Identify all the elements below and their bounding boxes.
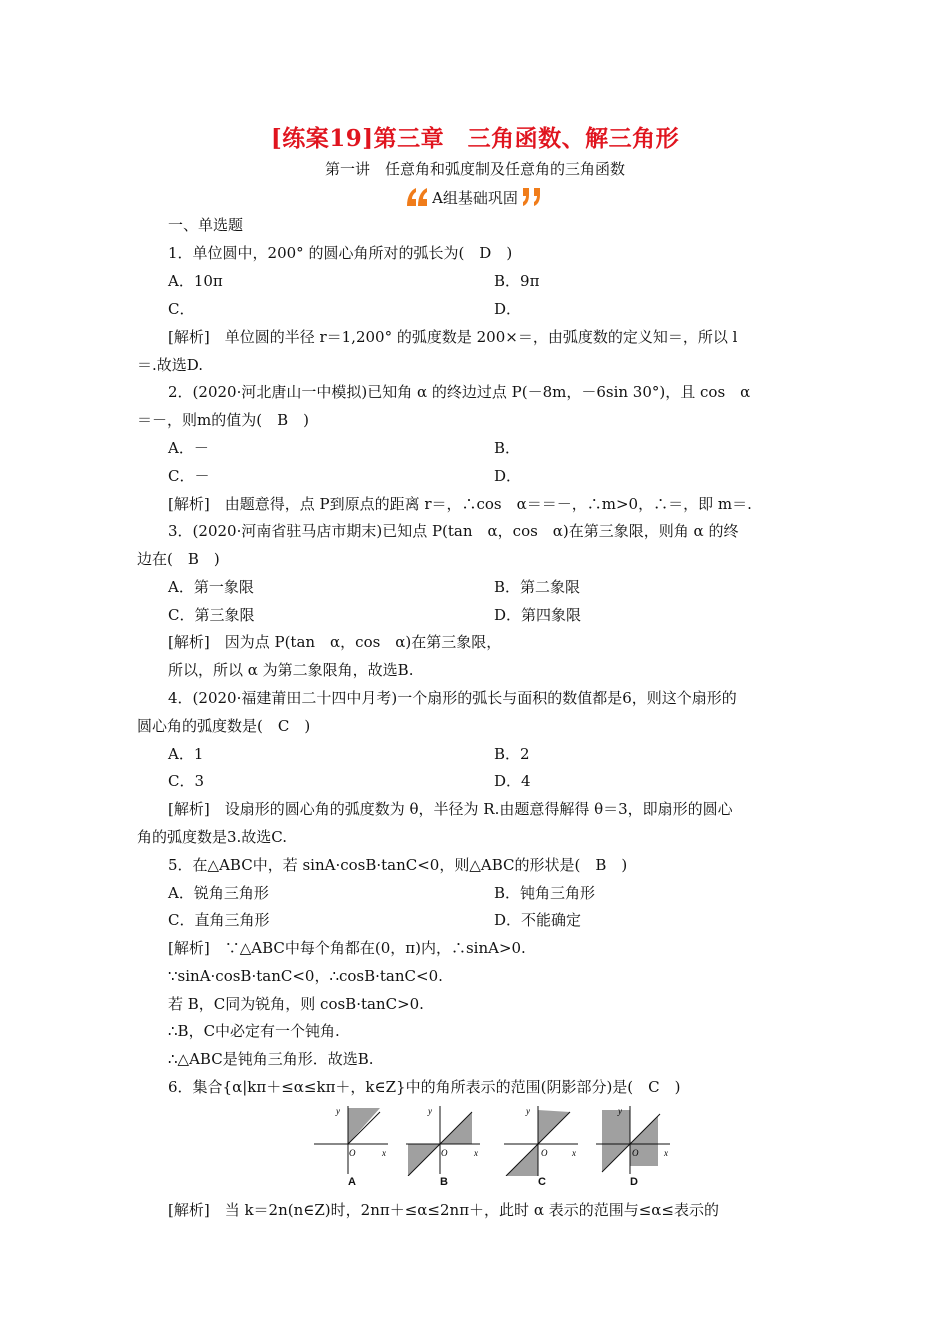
right-quote-icon xyxy=(520,184,546,210)
q1-analysis-2: ＝.故选D. xyxy=(137,356,204,374)
q1-option-b: B．9π xyxy=(494,272,540,290)
q1-analysis-1: [解析] 单位圆的半径 r＝1,200° 的弧度数是 200×＝，由弧度数的定义知＝，所以 l xyxy=(168,328,738,346)
figure-d-origin: O xyxy=(632,1148,639,1158)
q5-analysis-1: [解析] ∵△ABC中每个角都在(0，π)内，∴sinA>0. xyxy=(168,939,526,957)
figure-c-x: x xyxy=(572,1148,576,1158)
q2-option-d: D． xyxy=(494,467,522,485)
q4-option-a: A．1 xyxy=(168,745,204,763)
page-subtitle: 第一讲 任意角和弧度制及任意角的三角函数 xyxy=(324,160,625,178)
q6-stem: 6．集合{α|kπ＋≤α≤kπ＋，k∈Z}中的角所表示的范围(阴影部分)是( C ) xyxy=(168,1078,681,1096)
q4-option-d: D．4 xyxy=(494,772,531,790)
q3-option-d: D．第四象限 xyxy=(494,606,582,624)
figure-b-label: B xyxy=(440,1176,448,1188)
q6-analysis: [解析] 当 k＝2n(n∈Z)时，2nπ＋≤α≤2nπ＋，此时 α 表示的范围与≤α≤表示的 xyxy=(168,1201,719,1219)
figure-d-x: x xyxy=(664,1148,668,1158)
q4-option-b: B．2 xyxy=(494,745,530,763)
q2-option-c: C．－ xyxy=(168,467,210,485)
q1-stem: 1．单位圆中，200° 的圆心角所对的弧长为( D ) xyxy=(168,244,513,262)
left-quote-icon xyxy=(404,184,430,210)
figure-a-origin: O xyxy=(349,1148,356,1158)
q4-option-c: C．3 xyxy=(168,772,205,790)
figure-a xyxy=(312,1104,392,1194)
q3-option-b: B．第二象限 xyxy=(494,578,581,596)
q5-analysis-3: 若 B，C同为锐角，则 cosB·tanC>0. xyxy=(168,995,424,1013)
section-heading: 一、单选题 xyxy=(168,216,244,234)
q4-stem-1: 4．(2020·福建莆田二十四中月考)一个扇形的弧长与面积的数值都是6，则这个扇形的 xyxy=(168,689,737,707)
q5-analysis-2: ∵sinA·cosB·tanC<0，∴cosB·tanC<0. xyxy=(168,967,443,985)
figure-c-y: y xyxy=(526,1106,530,1116)
q1-option-c: C． xyxy=(168,300,195,318)
q1-option-a: A．10π xyxy=(168,272,223,290)
figure-c-label: C xyxy=(538,1176,546,1188)
group-heading xyxy=(0,184,950,210)
figure-a-label: A xyxy=(348,1176,356,1188)
figure-d xyxy=(594,1104,674,1194)
figure-b xyxy=(404,1104,484,1194)
q3-analysis-1: [解析] 因为点 P(tan α，cos α)在第三象限， xyxy=(168,633,502,651)
figure-a-x: x xyxy=(382,1148,386,1158)
q3-option-c: C．第三象限 xyxy=(168,606,255,624)
group-label: A组基础巩固 xyxy=(432,188,518,207)
q3-stem-2: 边在( B ) xyxy=(137,550,220,568)
figure-b-origin: O xyxy=(441,1148,448,1158)
q3-analysis-2: 所以，所以 α 为第二象限角，故选B. xyxy=(168,661,414,679)
q3-option-a: A．第一象限 xyxy=(168,578,254,596)
q5-option-c: C．直角三角形 xyxy=(168,911,270,929)
q4-stem-2: 圆心角的弧度数是( C ) xyxy=(137,717,311,735)
q5-stem: 5．在△ABC中，若 sinA·cosB·tanC<0，则△ABC的形状是( B ) xyxy=(168,856,628,874)
q2-option-a: A．－ xyxy=(168,439,209,457)
figure-b-y: y xyxy=(428,1106,432,1116)
q5-analysis-4: ∴B，C中必定有一个钝角. xyxy=(168,1022,340,1040)
q2-stem-1: 2．(2020·河北唐山一中模拟)已知角 α 的终边过点 P(－8m，－6sin 30°)，且 cos α xyxy=(168,383,751,401)
q6-figures xyxy=(312,1104,668,1194)
q2-stem-2: ＝－，则m的值为( B ) xyxy=(137,411,309,429)
page-title: [练案19]第三章 三角函数、解三角形 xyxy=(270,125,680,152)
figure-a-y: y xyxy=(336,1106,340,1116)
q2-analysis: [解析] 由题意得，点 P到原点的距离 r＝，∴cos α＝＝－，∴m>0，∴＝，即 m＝. xyxy=(168,495,752,513)
q4-analysis-1: [解析] 设扇形的圆心角的弧度数为 θ，半径为 R.由题意得解得 θ＝3，即扇形的圆心 xyxy=(168,800,733,818)
q1-option-d: D． xyxy=(494,300,522,318)
q4-analysis-2: 角的弧度数是3.故选C. xyxy=(137,828,288,846)
figure-d-y: y xyxy=(618,1106,622,1116)
q2-option-b: B． xyxy=(494,439,521,457)
q3-stem-1: 3．(2020·河南省驻马店市期末)已知点 P(tan α，cos α)在第三象限，则角 α 的终 xyxy=(168,522,739,540)
figure-d-label: D xyxy=(630,1176,638,1188)
q5-analysis-5: ∴△ABC是钝角三角形．故选B. xyxy=(168,1050,374,1068)
figure-c xyxy=(502,1104,582,1194)
q5-option-d: D．不能确定 xyxy=(494,911,582,929)
figure-c-origin: O xyxy=(541,1148,548,1158)
q5-option-a: A．锐角三角形 xyxy=(168,884,269,902)
q5-option-b: B．钝角三角形 xyxy=(494,884,596,902)
figure-b-x: x xyxy=(474,1148,478,1158)
